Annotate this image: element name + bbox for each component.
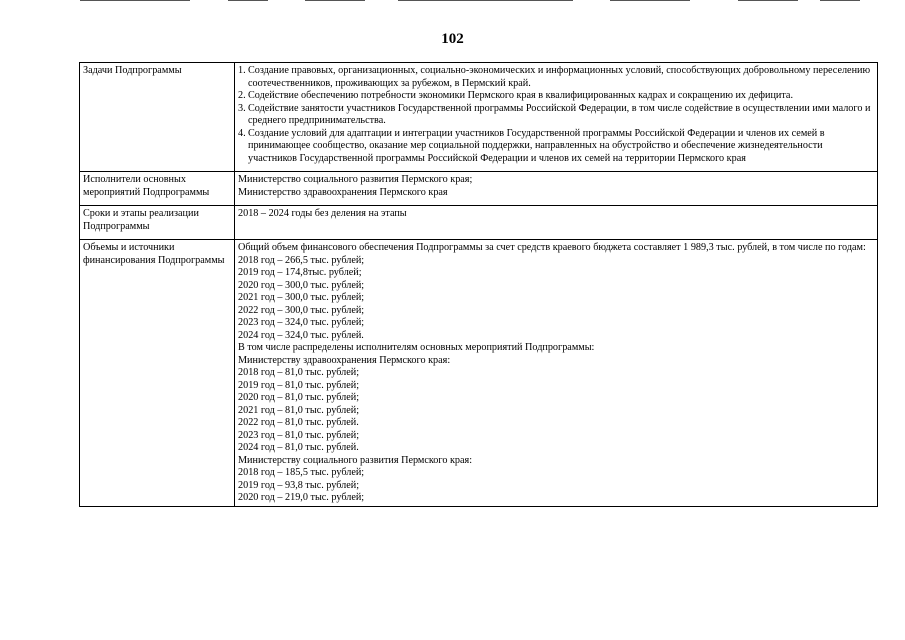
funding-year-line: 2020 год – 300,0 тыс. рублей;: [238, 279, 365, 291]
row-terms: [80, 206, 878, 240]
funding-year-line: 2024 год – 324,0 тыс. рублей.: [238, 329, 364, 341]
health-ministry-year-line: 2021 год – 81,0 тыс. рублей;: [238, 404, 360, 416]
executor-line: Министерство здравоохранения Пермского края: [238, 186, 448, 198]
row-funding: [80, 240, 878, 507]
top-edge-rule: [610, 0, 690, 1]
funding-year-line: 2023 год – 324,0 тыс. рублей;: [238, 317, 365, 328]
health-ministry-year-line: 2022 год – 81,0 тыс. рублей.: [238, 417, 359, 428]
top-edge-rule: [738, 0, 798, 1]
executors-value: [235, 172, 878, 206]
funding-year-line: 2021 год – 300,0 тыс. рублей;: [238, 292, 365, 303]
subprogram-passport-table: [79, 62, 878, 507]
social-ministry-year-line: 2019 год – 93,8 тыс. рублей;: [238, 479, 360, 491]
funding-intro: Общий объем финансового обеспечения Подпрограммы за счет средств краевого бюджета составляет 1 989,3 тыс. рублей, в том числе по годам:: [238, 242, 866, 253]
top-edge-rule: [820, 0, 860, 1]
terms-label: Сроки и этапы реализации Подпрограммы: [80, 206, 235, 240]
top-edge-rule: [305, 0, 365, 1]
top-edge-rule: [80, 0, 190, 1]
row-executors: [80, 172, 878, 206]
social-ministry-year-line: 2018 год – 185,5 тыс. рублей;: [238, 467, 365, 478]
tasks-list: [238, 65, 874, 165]
funding-label: Объемы и источники финансирования Подпрограммы: [80, 240, 235, 507]
executors-label: Исполнители основных мероприятий Подпрограммы: [80, 172, 235, 206]
health-ministry-title: Министерству здравоохранения Пермского края:: [238, 354, 451, 366]
page-number: 102: [441, 31, 464, 47]
social-ministry-title: Министерству социального развития Пермского края:: [238, 454, 473, 466]
task-item: 1. Создание правовых, организационных, социально-экономических и информационных условий, способствующих добровольному переселению соотечественников, проживающих за рубежом, в Пермский край.: [238, 65, 871, 89]
health-ministry-year-line: 2020 год – 81,0 тыс. рублей;: [238, 392, 360, 403]
health-ministry-year-line: 2019 год – 81,0 тыс. рублей;: [238, 379, 360, 391]
distribution-intro: В том числе распределены исполнителям основных мероприятий Подпрограммы:: [238, 342, 595, 353]
social-ministry-year-line: 2020 год – 219,0 тыс. рублей;: [238, 492, 365, 503]
funding-value: [235, 240, 878, 507]
tasks-value: [235, 63, 878, 172]
top-edge-rule: [398, 0, 573, 1]
health-ministry-year-line: 2023 год – 81,0 тыс. рублей;: [238, 429, 360, 441]
funding-year-line: 2018 год – 266,5 тыс. рублей;: [238, 254, 365, 266]
task-item: 3. Содействие занятости участников Государственной программы Российской Федерации, в том числе содействие в осуществлении ими малого и среднего предпринимательства.: [238, 102, 871, 126]
task-item: 4. Создание условий для адаптации и интеграции участников Государственной программы Российской Федерации и членов их семей в принимающее сообщество, оказание мер социальной поддержки, направленных на обустройство и обеспечение жизнедеятельности участников Государственной программы Российской Федерации и членов их семей на территории Пермского края: [238, 127, 825, 164]
top-edge-rule: [228, 0, 268, 1]
executor-line: Министерство социального развития Пермского края;: [238, 174, 473, 185]
row-tasks: [80, 63, 878, 172]
health-ministry-year-line: 2018 год – 81,0 тыс. рублей;: [238, 367, 360, 378]
terms-value: 2018 – 2024 годы без деления на этапы: [235, 206, 878, 240]
tasks-label: Задачи Подпрограммы: [80, 63, 235, 172]
funding-year-line: 2022 год – 300,0 тыс. рублей;: [238, 304, 365, 316]
task-item: 2. Содействие обеспечению потребности экономики Пермского края в квалифицированных кадрах и сокращению их дефицита.: [238, 90, 793, 101]
funding-year-line: 2019 год – 174,8тыс. рублей;: [238, 267, 362, 278]
health-ministry-year-line: 2024 год – 81,0 тыс. рублей.: [238, 442, 359, 453]
